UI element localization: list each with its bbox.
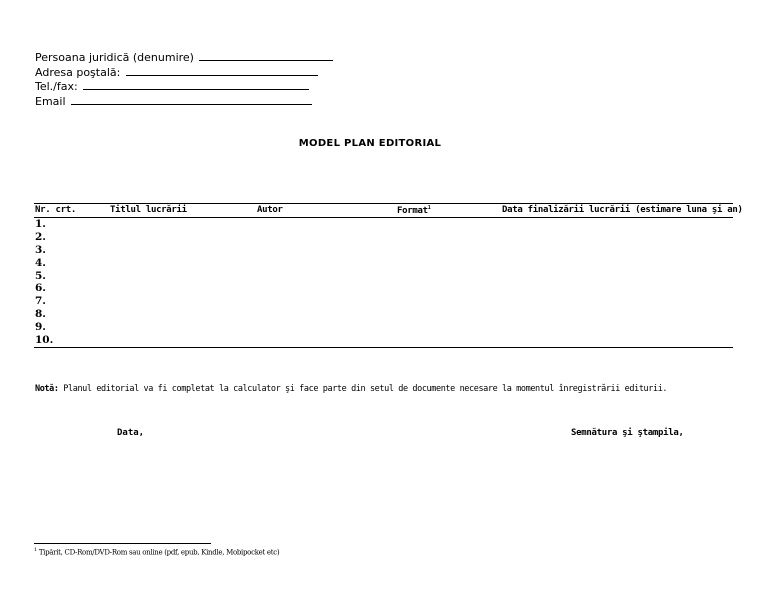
contact-header bbox=[35, 50, 333, 108]
column-header-completion-date: Data finalizării lucrării (estimare luna şi an) bbox=[502, 205, 743, 215]
footnote bbox=[34, 547, 279, 556]
footnote-text: Tipărit, CD-Rom/DVD-Rom sau online (pdf, epub, Kindle, Mobipocket etc) bbox=[36, 548, 280, 557]
footnote-marker: 1 bbox=[34, 547, 37, 553]
column-header-format bbox=[397, 205, 430, 216]
legal-entity-blank bbox=[199, 50, 333, 61]
phone-fax-blank bbox=[83, 79, 309, 90]
document-title: MODEL PLAN EDITORIAL bbox=[298, 138, 442, 149]
footnote-separator bbox=[34, 543, 211, 544]
table-row: 5. bbox=[35, 269, 46, 282]
table-row: 4. bbox=[35, 256, 46, 269]
column-header-author: Autor bbox=[257, 205, 283, 215]
table-row: 8. bbox=[35, 308, 46, 321]
phone-fax-line bbox=[35, 79, 333, 94]
legal-entity-label: Persoana juridică (denumire) bbox=[35, 51, 194, 64]
email-line bbox=[35, 94, 333, 109]
format-label: Format bbox=[397, 206, 428, 216]
legal-entity-line bbox=[35, 50, 333, 65]
table-row: 10. bbox=[35, 334, 54, 347]
column-header-number: Nr. crt. bbox=[35, 205, 76, 215]
postal-address-label: Adresa poştală: bbox=[35, 65, 121, 79]
postal-address-blank bbox=[126, 65, 318, 76]
postal-address-line bbox=[35, 65, 333, 80]
table-header-row bbox=[34, 204, 743, 218]
table-body bbox=[34, 218, 733, 347]
signature-stamp-label: Semnătura şi ştampila, bbox=[571, 428, 684, 438]
table-bottom-rule bbox=[34, 347, 733, 349]
table-row: 6. bbox=[35, 282, 46, 295]
editorial-plan-table bbox=[34, 203, 743, 348]
table-row: 2. bbox=[35, 230, 46, 243]
email-label: Email bbox=[35, 94, 66, 108]
table-row: 7. bbox=[35, 295, 46, 308]
email-blank bbox=[71, 94, 312, 105]
table-row: 9. bbox=[35, 321, 46, 334]
column-header-title: Titlul lucrării bbox=[110, 205, 187, 215]
note-text: Planul editorial va fi completat la calculator şi face parte din setul de documente necesare la momentul înregistrării editurii. bbox=[58, 384, 668, 394]
table-row: 3. bbox=[35, 243, 46, 256]
editorial-note bbox=[35, 384, 667, 394]
date-label: Data, bbox=[117, 428, 145, 438]
phone-fax-label: Tel./fax: bbox=[35, 80, 78, 93]
table-row: 1. bbox=[35, 218, 46, 230]
note-label: Notă: bbox=[35, 384, 59, 394]
format-footnote-marker: 1 bbox=[427, 205, 431, 211]
